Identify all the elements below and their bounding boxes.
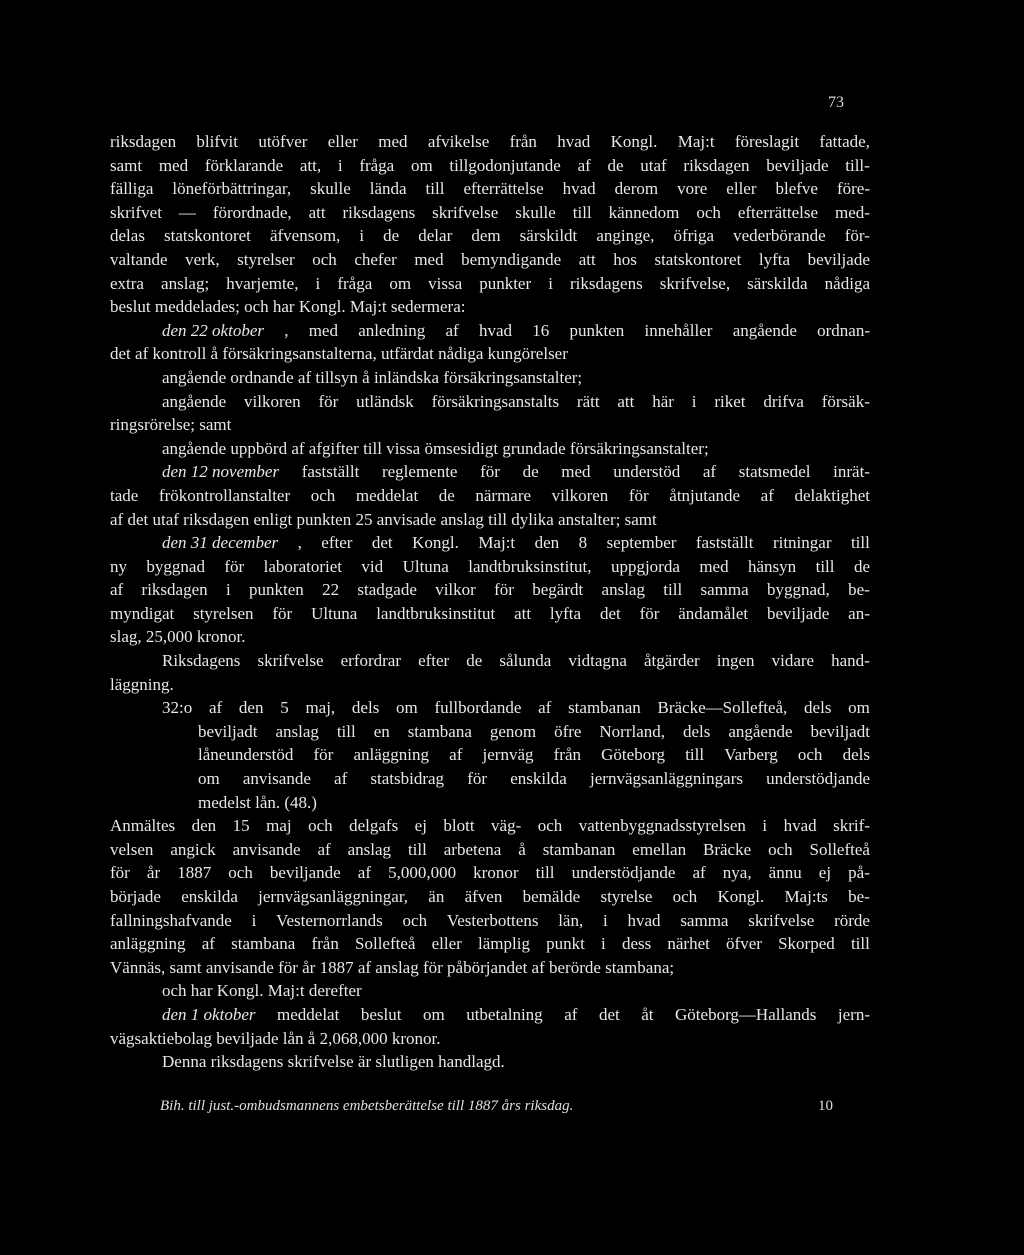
text-line: fälliga löneförbättringar, skulle lända till efterrättelse hvad derom vore eller blefve före- <box>110 179 870 199</box>
text-line: det af kontroll å försäkringsanstalterna, utfärdat nådiga kungörelser <box>110 344 568 364</box>
text-line: Riksdagens skrifvelse erfordrar efter de sålunda vidtagna åtgärder ingen vidare hand- <box>162 651 870 671</box>
text-line: samt med förklarande att, i fråga om tillgodonjutande af de utaf riksdagen beviljade till- <box>110 155 870 175</box>
text-line: för år 1887 och beviljande af 5,000,000 kronor till understödjande af nya, ännu ej på- <box>110 863 870 883</box>
text-line: den 12 november fastställt reglemente för de med understöd af statsmedel inrät- <box>162 462 870 482</box>
text-line: beviljadt anslag till en stambana genom öfre Norrland, dels angående beviljadt <box>198 721 870 741</box>
text-line: medelst lån. (48.) <box>198 792 317 812</box>
text-line: ny byggnad för laboratoriet vid Ultuna landtbruksinstitut, uppgjorda med hänsyn till de <box>110 556 870 576</box>
text-line: och har Kongl. Maj:t derefter <box>162 981 362 1001</box>
text-line: den 1 oktober meddelat beslut om utbetalning af det åt Göteborg—Hallands jern- <box>162 1004 870 1024</box>
text-line: valtande verk, styrelser och chefer med bemyndigande att hos statskontoret lyfta beviljade <box>110 249 870 269</box>
text-line: skrifvet — förordnade, att riksdagens skrifvelse skulle till kännedom och efterrättelse med- <box>110 202 870 222</box>
page-number: 73 <box>828 94 844 111</box>
text-line: af riksdagen i punkten 22 stadgade vilkor för begärdt anslag till samma byggnad, be- <box>110 580 870 600</box>
text-line: anläggning af stambana från Sollefteå eller lämplig punkt i dess närhet öfver Skorped till <box>110 934 870 954</box>
text-line: beslut meddelades; och har Kongl. Maj:t sedermera: <box>110 297 466 317</box>
text-line: Vännäs, samt anvisande för år 1887 af anslag för påbörjandet af berörde stambana; <box>110 957 675 977</box>
text-line: vägsaktiebolag beviljade lån å 2,068,000 kronor. <box>110 1028 441 1048</box>
text-line: velsen angick anvisande af anslag till arbetena å stambanan emellan Bräcke och Sollefteå <box>110 839 870 859</box>
text-line: ringsrörelse; samt <box>110 415 232 435</box>
text-line: Anmältes den 15 maj och delgafs ej blott väg- och vattenbyggnadsstyrelsen i hvad skrif- <box>110 816 870 836</box>
text-line: angående vilkoren för utländsk försäkringsanstalts rätt att här i riket drifva försäk- <box>162 391 870 411</box>
text-line: myndigat styrelsen för Ultuna landtbruksinstitut att lyfta det för ändamålet beviljade an- <box>110 603 870 623</box>
text-line: låneunderstöd för anläggning af jernväg från Göteborg till Varberg och dels <box>198 745 870 765</box>
text-line: tade frökontrollanstalter och meddelat de närmare vilkoren för åtnjutande af delaktighet <box>110 485 870 505</box>
text-line: den 22 oktober , med anledning af hvad 16 punkten innehåller angående ordnan- <box>162 320 870 340</box>
text-line: 32:o af den 5 maj, dels om fullbordande af stambanan Bräcke—Sollefteå, dels om <box>162 698 870 718</box>
text-line: extra anslag; hvarjemte, i fråga om vissa punkter i riksdagens skrifvelse, särskilda nådiga <box>110 273 870 293</box>
text-line: om anvisande af statsbidrag för enskilda jernvägsanläggningars understödjande <box>198 769 870 789</box>
text-line: riksdagen blifvit utöfver eller med afvikelse från hvad Kongl. Maj:t föreslagit fattade, <box>110 132 870 151</box>
text-line: slag, 25,000 kronor. <box>110 627 246 647</box>
text-line: fallningshafvande i Vesternorrlands och Vesterbottens län, i hvad samma skrifvelse rörde <box>110 910 870 930</box>
text-line: af det utaf riksdagen enligt punkten 25 anvisade anslag till dylika anstalter; samt <box>110 509 657 529</box>
text-line: delas statskontoret äfvensom, i de delar dem särskildt anginge, öfriga vederbörande för- <box>110 226 870 246</box>
text-line: angående ordnande af tillsyn å inländska försäkringsanstalter; <box>162 367 583 387</box>
body-text <box>110 130 870 1074</box>
text-line: den 31 december , efter det Kongl. Maj:t den 8 september fastställt ritningar till <box>162 533 870 553</box>
text-line: läggning. <box>110 674 174 694</box>
footer-reference: Bih. till just.-ombudsmannens embetsberättelse till 1887 års riksdag. <box>160 1098 574 1114</box>
text-line: började enskilda jernvägsanläggningar, än äfven bemälde styrelse och Kongl. Maj:ts be- <box>110 887 870 906</box>
text-line: angående uppbörd af afgifter till vissa ömsesidigt grundade försäkringsanstalter; <box>162 438 709 458</box>
footer-number: 10 <box>818 1098 833 1114</box>
text-line: Denna riksdagens skrifvelse är slutligen handlagd. <box>162 1052 505 1072</box>
